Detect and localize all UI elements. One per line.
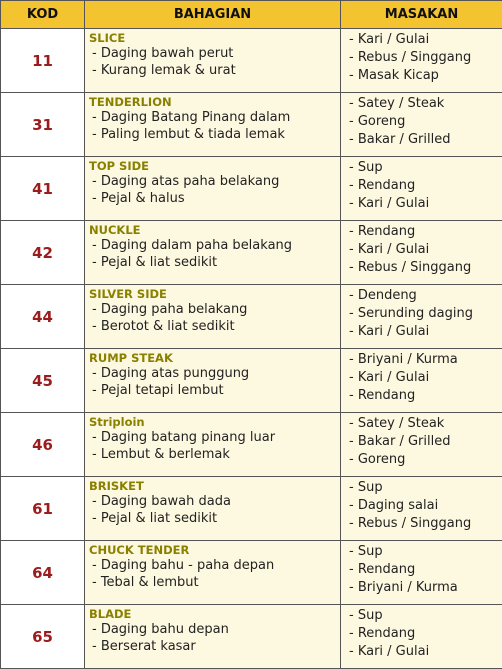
bahagian-cell — [85, 541, 341, 605]
masakan-cell — [341, 285, 502, 349]
dish-item: - Satey / Steak — [349, 96, 445, 111]
cut-description: - Daging atas punggung — [92, 366, 250, 381]
bahagian-cell — [85, 285, 341, 349]
masakan-cell — [341, 413, 502, 477]
dish-item: - Briyani / Kurma — [349, 580, 458, 595]
table-row — [1, 413, 502, 477]
header-kod: KOD — [1, 1, 85, 29]
masakan-cell — [341, 29, 502, 93]
cut-name: NUCKLE — [89, 223, 141, 237]
dish-item: - Rendang — [349, 626, 416, 641]
table-row — [1, 93, 502, 157]
dish-item: - Rendang — [349, 178, 416, 193]
dish-item: - Sup — [349, 160, 383, 175]
masakan-cell — [341, 93, 502, 157]
table-row — [1, 605, 502, 669]
dish-item: - Rendang — [349, 562, 416, 577]
masakan-cell — [341, 541, 502, 605]
dish-item: - Bakar / Grilled — [349, 132, 451, 147]
cut-description: - Pejal tetapi lembut — [92, 383, 224, 398]
bahagian-cell — [85, 221, 341, 285]
dish-item: - Sup — [349, 608, 383, 623]
cut-description: - Kurang lemak & urat — [92, 63, 236, 78]
dish-item: - Rendang — [349, 224, 416, 239]
cut-name: RUMP STEAK — [89, 351, 173, 365]
cut-description: - Daging bawah perut — [92, 46, 234, 61]
masakan-cell — [341, 477, 502, 541]
table-row — [1, 477, 502, 541]
dish-item: - Rebus / Singgang — [349, 50, 472, 65]
cut-description: - Pejal & halus — [92, 191, 185, 206]
cut-name: SLICE — [89, 31, 126, 45]
cut-description: - Lembut & berlemak — [92, 447, 230, 462]
kod-cell: 42 — [1, 221, 85, 285]
kod-cell: 41 — [1, 157, 85, 221]
cut-description: - Daging dalam paha belakang — [92, 238, 293, 253]
masakan-cell — [341, 157, 502, 221]
dish-item: - Goreng — [349, 114, 406, 129]
cut-description: - Tebal & lembut — [92, 575, 199, 590]
dish-item: - Briyani / Kurma — [349, 352, 458, 367]
dish-item: - Satey / Steak — [349, 416, 445, 431]
dish-item: - Kari / Gulai — [349, 242, 430, 257]
header-masakan: MASAKAN — [341, 1, 502, 29]
kod-cell: 61 — [1, 477, 85, 541]
cut-description: - Daging Batang Pinang dalam — [92, 110, 291, 125]
cut-name: TENDERLION — [89, 95, 172, 109]
cut-name: BLADE — [89, 607, 132, 621]
dish-item: - Daging salai — [349, 498, 439, 513]
cut-description: - Daging bawah dada — [92, 494, 231, 509]
header-bahagian: BAHAGIAN — [85, 1, 341, 29]
bahagian-cell — [85, 157, 341, 221]
kod-cell: 44 — [1, 285, 85, 349]
bahagian-cell — [85, 349, 341, 413]
cut-description: - Daging atas paha belakang — [92, 174, 280, 189]
dish-item: - Rebus / Singgang — [349, 260, 472, 275]
dish-item: - Rebus / Singgang — [349, 516, 472, 531]
bahagian-cell — [85, 413, 341, 477]
table-row — [1, 157, 502, 221]
bahagian-cell — [85, 477, 341, 541]
header-row — [1, 1, 502, 29]
kod-cell: 31 — [1, 93, 85, 157]
bahagian-cell — [85, 93, 341, 157]
bahagian-cell — [85, 29, 341, 93]
cut-description: - Pejal & liat sedikit — [92, 511, 218, 526]
cut-description: - Daging bahu depan — [92, 622, 229, 637]
dish-item: - Kari / Gulai — [349, 324, 430, 339]
kod-cell: 65 — [1, 605, 85, 669]
table-row — [1, 29, 502, 93]
cut-description: - Paling lembut & tiada lemak — [92, 127, 285, 142]
cut-description: - Daging batang pinang luar — [92, 430, 276, 445]
cut-description: - Daging bahu - paha depan — [92, 558, 275, 573]
cut-name: BRISKET — [89, 479, 144, 493]
cut-name: Striploin — [89, 415, 145, 429]
dish-item: - Kari / Gulai — [349, 370, 430, 385]
cut-description: - Daging paha belakang — [92, 302, 248, 317]
table-body — [1, 29, 502, 669]
masakan-cell — [341, 349, 502, 413]
dish-item: - Serunding daging — [349, 306, 473, 321]
kod-cell: 45 — [1, 349, 85, 413]
kod-cell: 11 — [1, 29, 85, 93]
dish-item: - Rendang — [349, 388, 416, 403]
dish-item: - Masak Kicap — [349, 68, 439, 83]
kod-cell: 64 — [1, 541, 85, 605]
masakan-cell — [341, 605, 502, 669]
kod-cell: 46 — [1, 413, 85, 477]
bahagian-cell — [85, 605, 341, 669]
dish-item: - Dendeng — [349, 288, 417, 303]
cut-name: SILVER SIDE — [89, 287, 167, 301]
dish-item: - Sup — [349, 544, 383, 559]
dish-item: - Kari / Gulai — [349, 196, 430, 211]
cut-name: TOP SIDE — [89, 159, 150, 173]
dish-item: - Kari / Gulai — [349, 644, 430, 659]
table-row — [1, 541, 502, 605]
cut-description: - Pejal & liat sedikit — [92, 255, 218, 270]
cut-description: - Berserat kasar — [92, 639, 196, 654]
table-row — [1, 285, 502, 349]
dish-item: - Sup — [349, 480, 383, 495]
masakan-cell — [341, 221, 502, 285]
dish-item: - Goreng — [349, 452, 406, 467]
table-row — [1, 349, 502, 413]
dish-item: - Bakar / Grilled — [349, 434, 451, 449]
dish-item: - Kari / Gulai — [349, 32, 430, 47]
cut-name: CHUCK TENDER — [89, 543, 190, 557]
table-row — [1, 221, 502, 285]
cut-description: - Berotot & liat sedikit — [92, 319, 235, 334]
